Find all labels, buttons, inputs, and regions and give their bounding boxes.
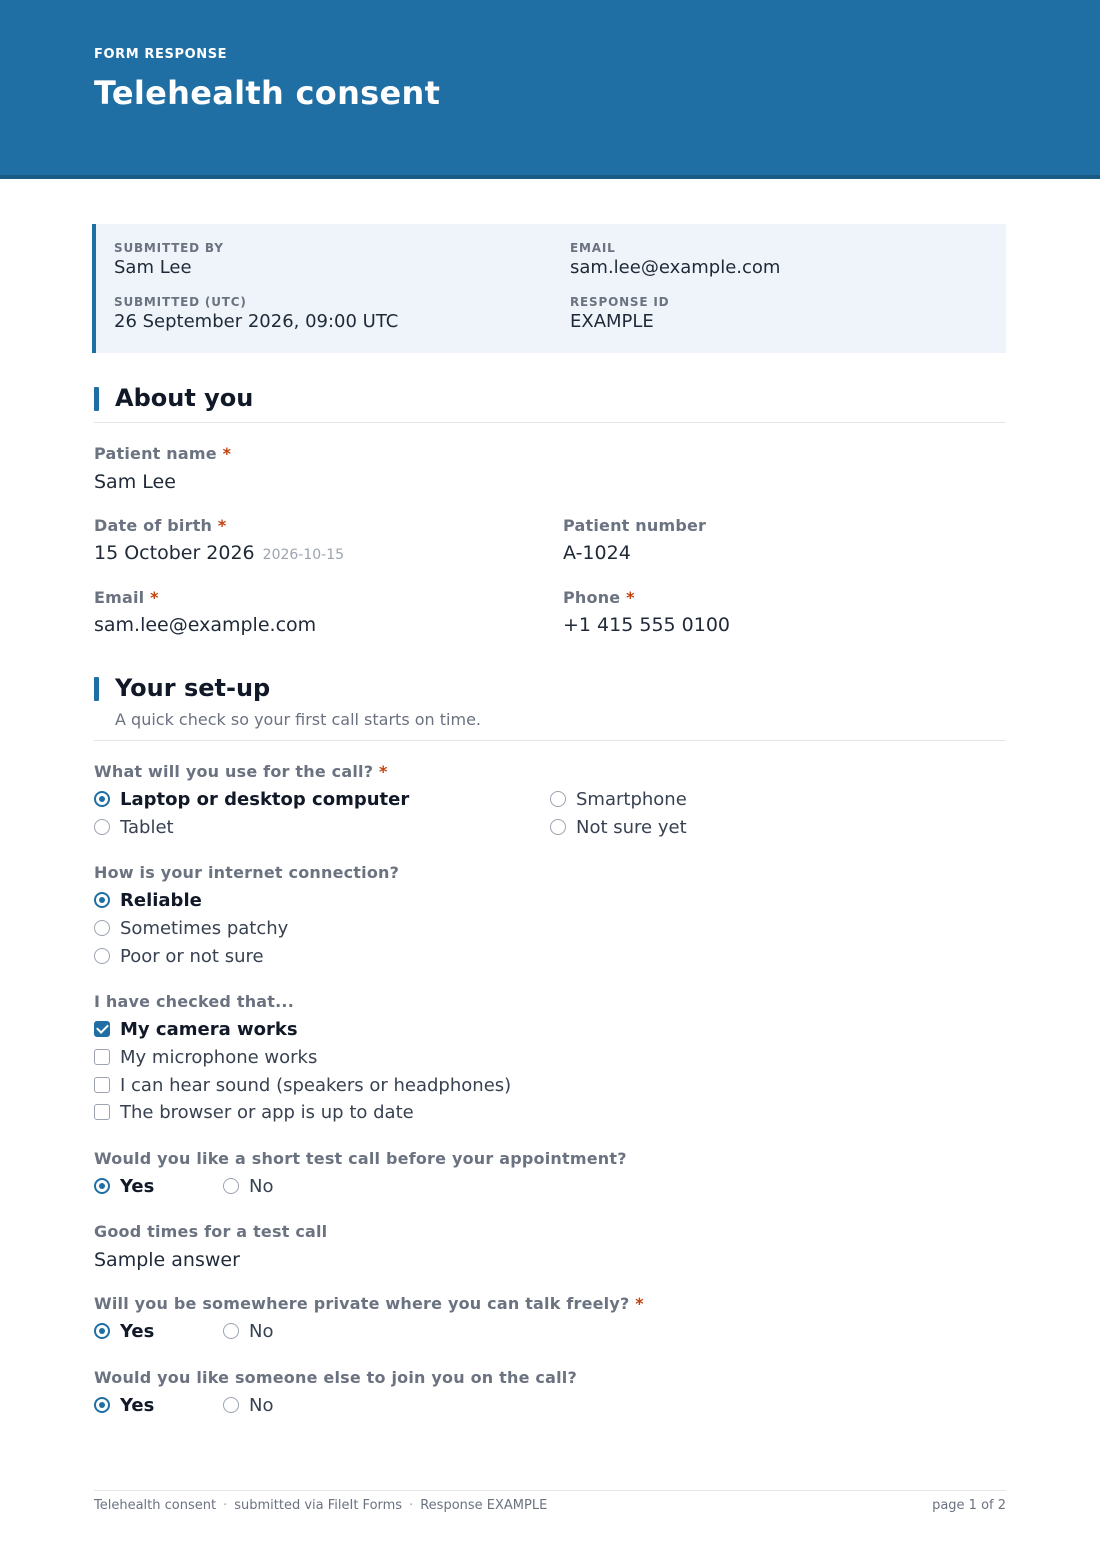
email-field-value: sam.lee@example.com	[94, 614, 317, 636]
private-option-yes[interactable]	[94, 1319, 154, 1343]
footer-separator: ·	[223, 1498, 228, 1513]
radio-selected-icon	[94, 1323, 110, 1339]
companion-question-label: Would you like someone else to join you on the call?	[94, 1368, 577, 1387]
footer-response: Response EXAMPLE	[420, 1498, 548, 1513]
radio-selected-icon	[94, 1397, 110, 1413]
patient-name-label: Patient name *	[94, 444, 232, 463]
response-id-value: EXAMPLE	[570, 311, 654, 332]
private-option-no[interactable]	[223, 1319, 273, 1343]
footer-via: submitted via FileIt Forms	[234, 1498, 403, 1513]
section-about-you	[94, 384, 1006, 424]
companion-option-no[interactable]	[223, 1393, 273, 1417]
option-label: My camera works	[120, 1018, 298, 1040]
required-marker: *	[635, 1294, 644, 1313]
submitted-utc	[114, 295, 398, 332]
device-option-not-sure[interactable]	[550, 815, 687, 839]
section-title-your-setup: Your set-up	[115, 674, 271, 702]
page-number: page 1 of 2	[932, 1498, 1006, 1513]
footer-form-name: Telehealth consent	[94, 1498, 217, 1513]
email-field-label: Email *	[94, 588, 159, 607]
email-value: sam.lee@example.com	[570, 257, 781, 278]
option-label: Tablet	[120, 816, 174, 838]
submitted-by	[114, 241, 224, 278]
option-label: No	[249, 1175, 274, 1197]
option-label: Yes	[120, 1320, 155, 1342]
submitted-by-value: Sam Lee	[114, 257, 192, 278]
patient-number-label: Patient number	[563, 516, 707, 535]
good-times-value: Sample answer	[94, 1249, 240, 1271]
option-label: Poor or not sure	[120, 945, 264, 967]
device-option-smartphone[interactable]	[550, 787, 687, 811]
internet-option-patchy[interactable]	[94, 916, 288, 940]
footer-separator: ·	[409, 1498, 414, 1513]
dob-value: 15 October 2026 2026-10-15	[94, 542, 345, 564]
checklist-option-microphone[interactable]	[94, 1045, 317, 1069]
device-question-label: What will you use for the call? *	[94, 762, 388, 781]
patient-number-value: A-1024	[563, 542, 631, 564]
internet-question-label: How is your internet connection?	[94, 863, 400, 882]
radio-selected-icon	[94, 892, 110, 908]
checkbox-checked-icon	[94, 1021, 110, 1037]
internet-option-poor[interactable]	[94, 944, 264, 968]
submission-summary	[92, 224, 1006, 353]
checkbox-empty-icon	[94, 1077, 110, 1093]
option-label: Laptop or desktop computer	[120, 788, 410, 810]
patient-name-value: Sam Lee	[94, 471, 176, 493]
email-label: EMAIL	[570, 241, 616, 255]
section-accent-bar	[94, 677, 99, 701]
radio-selected-icon	[94, 1178, 110, 1194]
device-option-tablet[interactable]	[94, 815, 174, 839]
form-type-label: FORM RESPONSE	[94, 47, 228, 62]
dob-label: Date of birth *	[94, 516, 227, 535]
private-question-label: Will you be somewhere private where you can talk freely? *	[94, 1294, 644, 1313]
radio-selected-icon	[94, 791, 110, 807]
form-header	[0, 0, 1100, 179]
required-marker: *	[150, 588, 159, 607]
submitted-utc-label: SUBMITTED (UTC)	[114, 295, 247, 309]
radio-empty-icon	[223, 1397, 239, 1413]
radio-empty-icon	[94, 920, 110, 936]
option-label: My microphone works	[120, 1046, 318, 1068]
good-times-label: Good times for a test call	[94, 1222, 328, 1241]
section-description: A quick check so your first call starts on time.	[115, 710, 481, 729]
response-id-label: RESPONSE ID	[570, 295, 670, 309]
required-marker: *	[378, 762, 388, 781]
option-label: The browser or app is up to date	[120, 1101, 414, 1123]
required-marker: *	[217, 516, 227, 535]
checklist-question-label: I have checked that...	[94, 992, 294, 1011]
footer-divider	[94, 1490, 1006, 1491]
checkbox-empty-icon	[94, 1104, 110, 1120]
option-label: Not sure yet	[576, 816, 687, 838]
radio-empty-icon	[550, 791, 566, 807]
option-label: Sometimes patchy	[120, 917, 289, 939]
phone-label: Phone *	[563, 588, 635, 607]
test-call-question-label: Would you like a short test call before your appointment?	[94, 1149, 627, 1168]
checklist-option-sound[interactable]	[94, 1073, 511, 1097]
option-label: Smartphone	[576, 788, 687, 810]
option-label: No	[249, 1320, 274, 1342]
checklist-option-camera[interactable]	[94, 1017, 298, 1041]
section-your-setup	[94, 674, 1006, 744]
section-divider	[94, 422, 1006, 423]
option-label: Yes	[120, 1175, 155, 1197]
radio-empty-icon	[550, 819, 566, 835]
radio-empty-icon	[223, 1178, 239, 1194]
option-label: Yes	[120, 1394, 155, 1416]
option-label: I can hear sound (speakers or headphones)	[120, 1074, 512, 1096]
radio-empty-icon	[94, 948, 110, 964]
required-marker: *	[626, 588, 635, 607]
section-title-about-you: About you	[115, 384, 254, 412]
device-option-laptop[interactable]	[94, 787, 409, 811]
submitted-by-label: SUBMITTED BY	[114, 241, 224, 255]
test-call-option-no[interactable]	[223, 1174, 273, 1198]
page-title: Telehealth consent	[94, 74, 441, 112]
submitter-email	[570, 241, 780, 278]
companion-option-yes[interactable]	[94, 1393, 154, 1417]
internet-option-reliable[interactable]	[94, 888, 202, 912]
dob-iso: 2026-10-15	[262, 547, 345, 563]
phone-value: +1 415 555 0100	[563, 614, 731, 636]
test-call-option-yes[interactable]	[94, 1174, 154, 1198]
response-id	[570, 295, 669, 332]
section-accent-bar	[94, 387, 99, 411]
radio-empty-icon	[223, 1323, 239, 1339]
required-marker: *	[222, 444, 232, 463]
footer-info	[94, 1498, 547, 1513]
checklist-option-browser[interactable]	[94, 1100, 414, 1124]
section-divider	[94, 740, 1006, 741]
radio-empty-icon	[94, 819, 110, 835]
option-label: No	[249, 1394, 274, 1416]
submitted-utc-value: 26 September 2026, 09:00 UTC	[114, 311, 399, 332]
option-label: Reliable	[120, 889, 202, 911]
checkbox-empty-icon	[94, 1049, 110, 1065]
